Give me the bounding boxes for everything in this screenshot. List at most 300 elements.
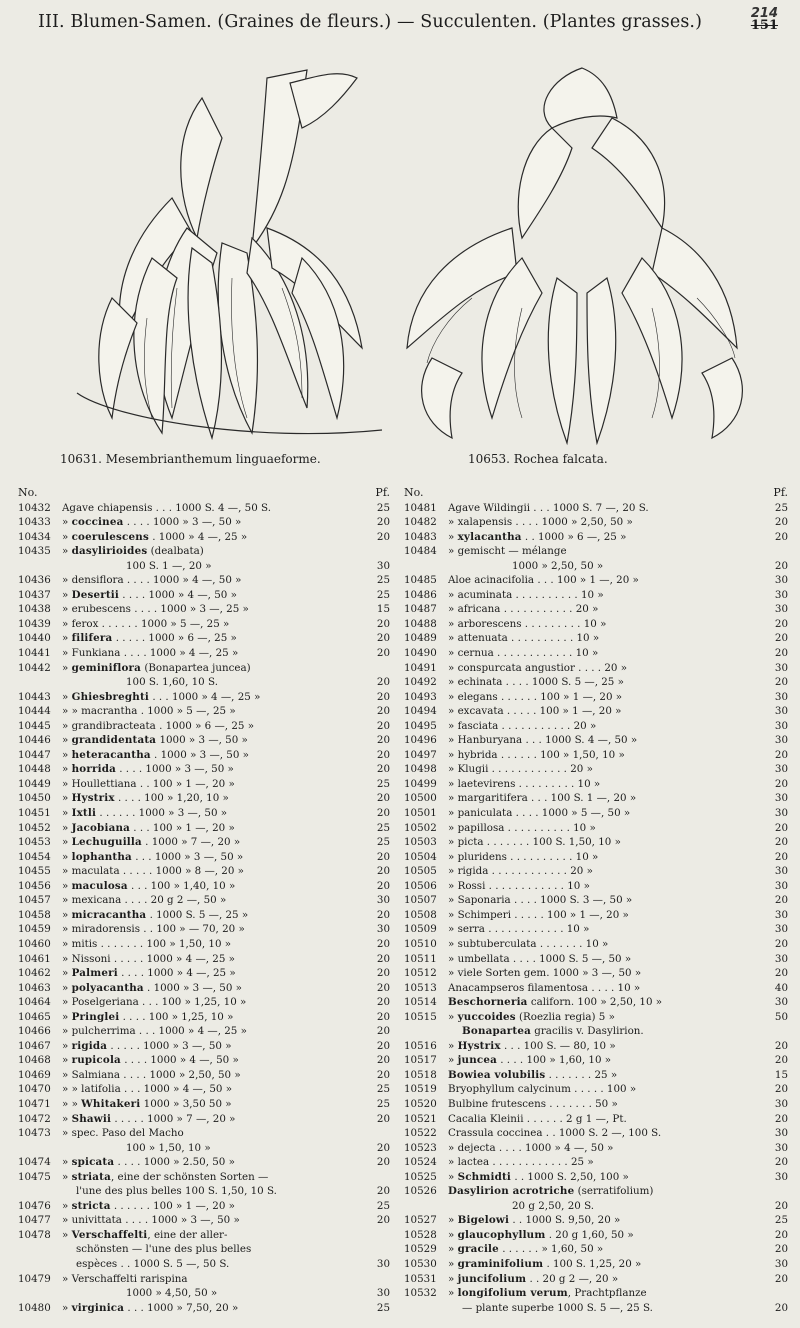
highlighted-name: coerulescens (71, 530, 149, 543)
entry-description: Beschorneria californ. 100 » 2,50, 10 » (448, 996, 663, 1009)
entry-price-pf: 15 (774, 1068, 788, 1081)
catalog-entry (18, 1010, 390, 1025)
entry-number: 10525 (404, 1170, 437, 1183)
highlighted-name: Verschaffelti (71, 1228, 148, 1241)
catalog-entry (18, 864, 390, 879)
catalog-entry (404, 515, 788, 530)
entry-description: » rigida . . . . . . . . . . . . 20 » (448, 865, 593, 878)
price-column-right (404, 486, 788, 1315)
entry-description: » Houllettiana . . 100 » 1 —, 20 » (62, 777, 235, 790)
plant-illustration (52, 58, 764, 446)
entry-number: 10514 (404, 996, 437, 1009)
entry-description: » africana . . . . . . . . . . . 20 » (448, 603, 599, 616)
catalog-entry (18, 733, 390, 748)
entry-description: » maculata . . . . . 1000 » 8 —, 20 » (62, 865, 244, 878)
catalog-entry (404, 530, 788, 545)
entry-description: » fasciata . . . . . . . . . . . 20 » (448, 719, 597, 732)
catalog-entry (404, 966, 788, 981)
highlighted-name: grandidentata (71, 734, 157, 747)
highlighted-name: longifolium verum (457, 1287, 568, 1300)
entry-price-pf: 20 (376, 1025, 390, 1038)
catalog-entry (18, 1112, 390, 1127)
entry-price-pf: 20 (376, 676, 390, 689)
entry-price-pf: 20 (376, 632, 390, 645)
entry-number: 10462 (18, 967, 51, 980)
entry-description: Aloe acinacifolia . . . 100 » 1 —, 20 » (448, 574, 639, 587)
entry-price-pf: 20 (774, 1054, 788, 1067)
entry-price-pf: 30 (774, 1170, 788, 1183)
entry-number: 10474 (18, 1156, 51, 1169)
entry-number: 10527 (404, 1214, 437, 1227)
page-number (751, 8, 778, 32)
catalog-entry (18, 1184, 390, 1199)
entry-price-pf: 25 (376, 777, 390, 790)
entry-description: » margaritifera . . . 100 S. 1 —, 20 » (448, 792, 637, 805)
entry-price-pf: 30 (774, 923, 788, 936)
entry-description: » Bigelowi . . 1000 S. 9,50, 20 » (448, 1214, 621, 1227)
catalog-entry (18, 1141, 390, 1156)
entry-description: » graminifolium . 100 S. 1,25, 20 » (448, 1257, 642, 1270)
entry-description: » dejecta . . . . 1000 » 4 —, 50 » (448, 1141, 614, 1154)
entry-price-pf: 20 (376, 719, 390, 732)
catalog-entry (18, 995, 390, 1010)
catalog-entry (404, 1257, 788, 1272)
entry-price-pf: 30 (774, 734, 788, 747)
entry-description: » horrida . . . . 1000 » 3 —, 50 » (62, 763, 234, 776)
highlighted-name: Bigelowi (457, 1214, 510, 1227)
entry-number: 10472 (18, 1112, 51, 1125)
column-header-no: No. (18, 486, 38, 499)
entry-price-pf: 20 (774, 1083, 788, 1096)
entry-description: » lophantha . . . 1000 » 3 —, 50 » (62, 850, 244, 863)
column-header (404, 486, 788, 501)
entry-description: » Nissoni . . . . . 1000 » 4 —, 25 » (62, 952, 235, 965)
entry-number: 10499 (404, 777, 437, 790)
catalog-entry (18, 704, 390, 719)
entry-number: 10480 (18, 1301, 51, 1314)
entry-price-pf: 20 (774, 559, 788, 572)
catalog-entry (18, 922, 390, 937)
entry-number: 10450 (18, 792, 51, 805)
catalog-entry (18, 821, 390, 836)
highlighted-name: juncifolium (457, 1272, 527, 1285)
entry-price-pf: 30 (774, 807, 788, 820)
entry-number: 10438 (18, 603, 51, 616)
entry-description: » miradorensis . . 100 » — 70, 20 » (62, 923, 245, 936)
entry-price-pf: 20 (774, 632, 788, 645)
entry-number: 10491 (404, 661, 437, 674)
entry-description: » » Whitakeri 1000 » 3,50 50 » (62, 1097, 232, 1110)
entry-price-pf: 20 (376, 763, 390, 776)
catalog-entry (18, 573, 390, 588)
entry-description: » maculosa . . . 100 » 1,40, 10 » (62, 879, 236, 892)
catalog-entry (404, 952, 788, 967)
entry-number: 10489 (404, 632, 437, 645)
catalog-entry (404, 719, 788, 734)
entry-number: 10470 (18, 1083, 51, 1096)
entry-description: 100 S. 1 —, 20 » (126, 559, 212, 572)
entry-description: » serra . . . . . . . . . . . . 10 » (448, 923, 590, 936)
entry-description: Anacampseros filamentosa . . . . 10 » (448, 981, 641, 994)
entry-number: 10482 (404, 516, 437, 529)
entry-description: Crassula coccinea . . 1000 S. 2 —, 100 S. (448, 1127, 662, 1140)
entry-price-pf: 20 (376, 530, 390, 543)
entry-description: » coccinea . . . . 1000 » 3 —, 50 » (62, 516, 242, 529)
entry-number: 10523 (404, 1141, 437, 1154)
entry-price-pf: 20 (774, 1243, 788, 1256)
entry-number: 10445 (18, 719, 51, 732)
catalog-entry (404, 675, 788, 690)
highlighted-name: juncea (457, 1054, 497, 1067)
catalog-entry (404, 777, 788, 792)
highlighted-name: yuccoides (457, 1010, 516, 1023)
entry-description: » xalapensis . . . . 1000 » 2,50, 50 » (448, 516, 633, 529)
catalog-entry (18, 544, 390, 559)
catalog-entry (404, 559, 788, 574)
entry-number: 10453 (18, 836, 51, 849)
highlighted-name: dasylirioides (71, 545, 148, 558)
highlighted-name: lophantha (71, 850, 132, 863)
entry-number: 10494 (404, 705, 437, 718)
entry-number: 10434 (18, 530, 51, 543)
entry-price-pf: 20 (376, 1141, 390, 1154)
page-title: III. Blumen-Samen. (Graines de fleurs.) — Succulenten. (Plantes grasses.) (38, 12, 703, 32)
entry-price-pf: 25 (376, 1097, 390, 1110)
catalog-entry (404, 501, 788, 516)
highlighted-name: Beschorneria (448, 996, 528, 1009)
highlighted-name: Bonapartea (462, 1025, 532, 1038)
entry-description: » lactea . . . . . . . . . . . . 25 » (448, 1156, 594, 1169)
entry-price-pf: 20 (376, 792, 390, 805)
entry-description: » Funkiana . . . . 1000 » 4 —, 25 » (62, 647, 239, 660)
entry-description: » dasylirioides (dealbata) (62, 545, 204, 558)
entry-description: » » macrantha . 1000 » 5 —, 25 » (62, 705, 236, 718)
catalog-entry (404, 893, 788, 908)
catalog-entry (404, 1039, 788, 1054)
entry-price-pf: 20 (376, 516, 390, 529)
catalog-entry (18, 937, 390, 952)
entry-price-pf: 20 (376, 879, 390, 892)
catalog-entry (404, 1097, 788, 1112)
entry-description: » Klugii . . . . . . . . . . . . 20 » (448, 763, 593, 776)
entry-number: 10460 (18, 937, 51, 950)
entry-description: » hybrida . . . . . . 100 » 1,50, 10 » (448, 748, 625, 761)
catalog-entry (18, 515, 390, 530)
entry-price-pf: 20 (774, 850, 788, 863)
highlighted-name: graminifolium (457, 1257, 544, 1270)
entry-price-pf: 40 (774, 981, 788, 994)
entry-price-pf: 20 (376, 1185, 390, 1198)
highlighted-name: striata (71, 1170, 111, 1183)
entry-number: 10503 (404, 836, 437, 849)
entry-description: » Rossi . . . . . . . . . . . . 10 » (448, 879, 590, 892)
catalog-entry (404, 922, 788, 937)
entry-price-pf: 20 (774, 777, 788, 790)
entry-number: 10469 (18, 1068, 51, 1081)
figure-caption-right: 10653. Rochea falcata. (468, 452, 608, 466)
entry-description: » umbellata . . . . 1000 S. 5 —, 50 » (448, 952, 632, 965)
entry-number: 10507 (404, 894, 437, 907)
column-header-no: No. (404, 486, 424, 499)
entry-price-pf: 20 (774, 1272, 788, 1285)
entry-description: » Ixtli . . . . . . 1000 » 3 —, 50 » (62, 807, 228, 820)
entry-number: 10492 (404, 676, 437, 689)
entry-description: » gemischt — mélange (448, 545, 567, 558)
entry-price-pf: 30 (376, 1257, 390, 1270)
highlighted-name: Whitakeri (81, 1097, 141, 1110)
entry-number: 10528 (404, 1228, 437, 1241)
column-header-pf: Pf. (375, 486, 390, 499)
entry-number: 10468 (18, 1054, 51, 1067)
catalog-entry (404, 1213, 788, 1228)
entry-price-pf: 30 (376, 923, 390, 936)
highlighted-name: Dasylirion acrotriche (448, 1185, 575, 1198)
catalog-entry (404, 690, 788, 705)
entry-description: » acuminata . . . . . . . . . . 10 » (448, 588, 604, 601)
entry-description: » » latifolia . . . 1000 » 4 —, 50 » (62, 1083, 233, 1096)
entry-price-pf: 30 (376, 894, 390, 907)
entry-price-pf: 25 (376, 821, 390, 834)
entry-number: 10436 (18, 574, 51, 587)
entry-price-pf: 20 (774, 748, 788, 761)
entry-price-pf: 50 (774, 1010, 788, 1023)
highlighted-name: gracile (457, 1243, 499, 1256)
catalog-entry (18, 762, 390, 777)
entry-price-pf: 20 (376, 734, 390, 747)
entry-description: » elegans . . . . . . 100 » 1 —, 20 » (448, 690, 623, 703)
entry-price-pf: 20 (774, 1156, 788, 1169)
highlighted-name: coccinea (71, 516, 124, 529)
catalog-entry (404, 631, 788, 646)
entry-number: 10479 (18, 1272, 51, 1285)
catalog-entry (404, 995, 788, 1010)
entry-description: » geminiflora (Bonapartea juncea) (62, 661, 251, 674)
entry-price-pf: 20 (376, 647, 390, 660)
entry-number: 10532 (404, 1287, 437, 1300)
catalog-entry (404, 1228, 788, 1243)
catalog-entry (18, 966, 390, 981)
entry-number: 10473 (18, 1127, 51, 1140)
entry-price-pf: 20 (376, 996, 390, 1009)
entry-description: 20 g 2,50, 20 S. (512, 1199, 595, 1212)
entry-description: Dasylirion acrotriche (serratifolium) (448, 1185, 654, 1198)
catalog-entry (18, 501, 390, 516)
catalog-entry (18, 1272, 390, 1287)
catalog-entry (404, 1301, 788, 1316)
entry-price-pf: 30 (376, 1287, 390, 1300)
entry-description: » Schimperi . . . . . 100 » 1 —, 20 » (448, 908, 629, 921)
entry-number: 10501 (404, 807, 437, 820)
catalog-entry (404, 1024, 788, 1039)
catalog-entry (18, 1242, 390, 1257)
catalog-entry (404, 1199, 788, 1214)
entry-description: 1000 » 2,50, 50 » (512, 559, 604, 572)
figure-caption-left: 10631. Mesembrianthemum linguaeforme. (60, 452, 321, 466)
catalog-entry (18, 588, 390, 603)
entry-price-pf: 30 (774, 705, 788, 718)
entry-price-pf: 20 (774, 647, 788, 660)
entry-number: 10471 (18, 1097, 51, 1110)
entry-number: 10493 (404, 690, 437, 703)
entry-number: 10478 (18, 1228, 51, 1241)
highlighted-name: Schmidti (457, 1170, 512, 1183)
entry-description: 1000 » 4,50, 50 » (126, 1287, 218, 1300)
catalog-entry (404, 850, 788, 865)
entry-description: » cernua . . . . . . . . . . . . 10 » (448, 647, 599, 660)
entry-number: 10443 (18, 690, 51, 703)
highlighted-name: virginica (71, 1301, 125, 1314)
rochea-falcata-drawing (407, 68, 742, 443)
catalog-entry (18, 850, 390, 865)
entry-price-pf: 30 (774, 1097, 788, 1110)
entry-description: » pluridens . . . . . . . . . . 10 » (448, 850, 599, 863)
entry-description: » echinata . . . . 1000 S. 5 —, 25 » (448, 676, 624, 689)
catalog-entry (404, 1286, 788, 1301)
catalog-entry (404, 748, 788, 763)
entry-price-pf: 20 (774, 516, 788, 529)
entry-number: 10530 (404, 1257, 437, 1270)
entry-number: 10500 (404, 792, 437, 805)
catalog-entry (404, 864, 788, 879)
entry-number: 10461 (18, 952, 51, 965)
entry-number: 10506 (404, 879, 437, 892)
entry-price-pf: 25 (376, 836, 390, 849)
highlighted-name: Pringlei (71, 1010, 120, 1023)
highlighted-name: Hystrix (71, 792, 115, 805)
entry-description: » subtuberculata . . . . . . . 10 » (448, 937, 609, 950)
highlighted-name: Ghiesbreghti (71, 690, 150, 703)
page-number-handwritten: 214 (750, 6, 778, 21)
entry-price-pf: 20 (376, 1112, 390, 1125)
catalog-entry (404, 1126, 788, 1141)
entry-number: 10466 (18, 1025, 51, 1038)
catalog-entry (404, 602, 788, 617)
entry-number: 10498 (404, 763, 437, 776)
entry-price-pf: 20 (376, 850, 390, 863)
catalog-entry (18, 1228, 390, 1243)
entry-description: » coerulescens . 1000 » 4 —, 25 » (62, 530, 248, 543)
catalog-entry (18, 893, 390, 908)
entry-price-pf: 20 (774, 836, 788, 849)
entry-number: 10432 (18, 501, 51, 514)
entry-price-pf: 25 (774, 501, 788, 514)
entry-number: 10490 (404, 647, 437, 660)
entry-description: » spec. Paso del Macho (62, 1127, 184, 1140)
entry-number: 10459 (18, 923, 51, 936)
entry-number: 10517 (404, 1054, 437, 1067)
entry-description: » grandidentata 1000 » 3 —, 50 » (62, 734, 248, 747)
entry-price-pf: 20 (774, 821, 788, 834)
catalog-entry (404, 1068, 788, 1083)
catalog-entry (18, 1053, 390, 1068)
catalog-entry (404, 1010, 788, 1025)
entry-description: » spicata . . . . 1000 » 2.50, 50 » (62, 1156, 235, 1169)
entry-price-pf: 20 (774, 1039, 788, 1052)
entry-number: 10483 (404, 530, 437, 543)
entry-number: 10433 (18, 516, 51, 529)
catalog-entry (18, 1082, 390, 1097)
entry-number: 10458 (18, 908, 51, 921)
entry-price-pf: 25 (376, 501, 390, 514)
entry-description: Agave chiapensis . . . 1000 S. 4 —, 50 S. (62, 501, 271, 514)
entry-description: Bowiea volubilis . . . . . . . 25 » (448, 1068, 618, 1081)
entry-description: » gracile . . . . . . » 1,60, 50 » (448, 1243, 604, 1256)
entry-price-pf: 30 (774, 1141, 788, 1154)
entry-description: » Desertii . . . . 1000 » 4 —, 50 » (62, 588, 237, 601)
entry-description: » Pringlei . . . . 100 » 1,25, 10 » (62, 1010, 234, 1023)
entry-number: 10451 (18, 807, 51, 820)
catalog-entry (18, 631, 390, 646)
entry-price-pf: 20 (376, 690, 390, 703)
entry-number: 10447 (18, 748, 51, 761)
entry-price-pf: 20 (376, 865, 390, 878)
entry-price-pf: 20 (774, 1301, 788, 1314)
entry-price-pf: 20 (376, 1054, 390, 1067)
entry-number: 10448 (18, 763, 51, 776)
entry-number: 10496 (404, 734, 437, 747)
entry-number: 10515 (404, 1010, 437, 1023)
entry-number: 10524 (404, 1156, 437, 1169)
highlighted-name: rupicola (71, 1054, 121, 1067)
entry-price-pf: 20 (376, 705, 390, 718)
entry-number: 10481 (404, 501, 437, 514)
catalog-entry (18, 1170, 390, 1185)
highlighted-name: stricta (71, 1199, 111, 1212)
entry-number: 10454 (18, 850, 51, 863)
entry-price-pf: 30 (774, 1257, 788, 1270)
highlighted-name: rigida (71, 1039, 108, 1052)
entry-number: 10452 (18, 821, 51, 834)
entry-price-pf: 30 (774, 996, 788, 1009)
highlighted-name: filifera (71, 632, 113, 645)
entry-price-pf: 15 (376, 603, 390, 616)
entry-description: » laetevirens . . . . . . . . . 10 » (448, 777, 601, 790)
entry-price-pf: 20 (774, 1199, 788, 1212)
entry-number: 10516 (404, 1039, 437, 1052)
entry-description: » filifera . . . . . 1000 » 6 —, 25 » (62, 632, 237, 645)
entry-description: » striata, eine der schönsten Sorten — (62, 1170, 269, 1183)
column-header (18, 486, 390, 501)
entry-description: » micracantha . 1000 S. 5 —, 25 » (62, 908, 249, 921)
entry-description: 100 S. 1,60, 10 S. (126, 676, 218, 689)
entry-price-pf: 20 (376, 1214, 390, 1227)
entry-description: » rupicola . . . . 1000 » 4 —, 50 » (62, 1054, 239, 1067)
entry-description: » stricta . . . . . . 100 » 1 —, 20 » (62, 1199, 235, 1212)
catalog-entry (404, 573, 788, 588)
catalog-entry (404, 806, 788, 821)
catalog-entry (18, 879, 390, 894)
catalog-entry (404, 1155, 788, 1170)
entry-description: » Saponaria . . . . 1000 S. 3 —, 50 » (448, 894, 633, 907)
entry-description: 100 » 1,50, 10 » (126, 1141, 211, 1154)
entry-number: 10437 (18, 588, 51, 601)
entry-description: Cacalia Kleinii . . . . . . 2 g 1 —, Pt. (448, 1112, 627, 1125)
entry-price-pf: 20 (774, 937, 788, 950)
catalog-entry (18, 748, 390, 763)
catalog-entry (18, 675, 390, 690)
highlighted-name: geminiflora (71, 661, 142, 674)
catalog-entry (18, 1039, 390, 1054)
entry-description: » Ghiesbreghti . . . 1000 » 4 —, 25 » (62, 690, 261, 703)
entry-description: » Verschaffelti rarispina (62, 1272, 188, 1285)
highlighted-name: horrida (71, 763, 116, 776)
entry-price-pf: 20 (376, 1039, 390, 1052)
catalog-entry (404, 981, 788, 996)
catalog-entry (404, 588, 788, 603)
entry-description: Bonapartea gracilis v. Dasylirion. (462, 1025, 644, 1038)
entry-price-pf: 30 (774, 1127, 788, 1140)
catalog-entry (18, 1097, 390, 1112)
